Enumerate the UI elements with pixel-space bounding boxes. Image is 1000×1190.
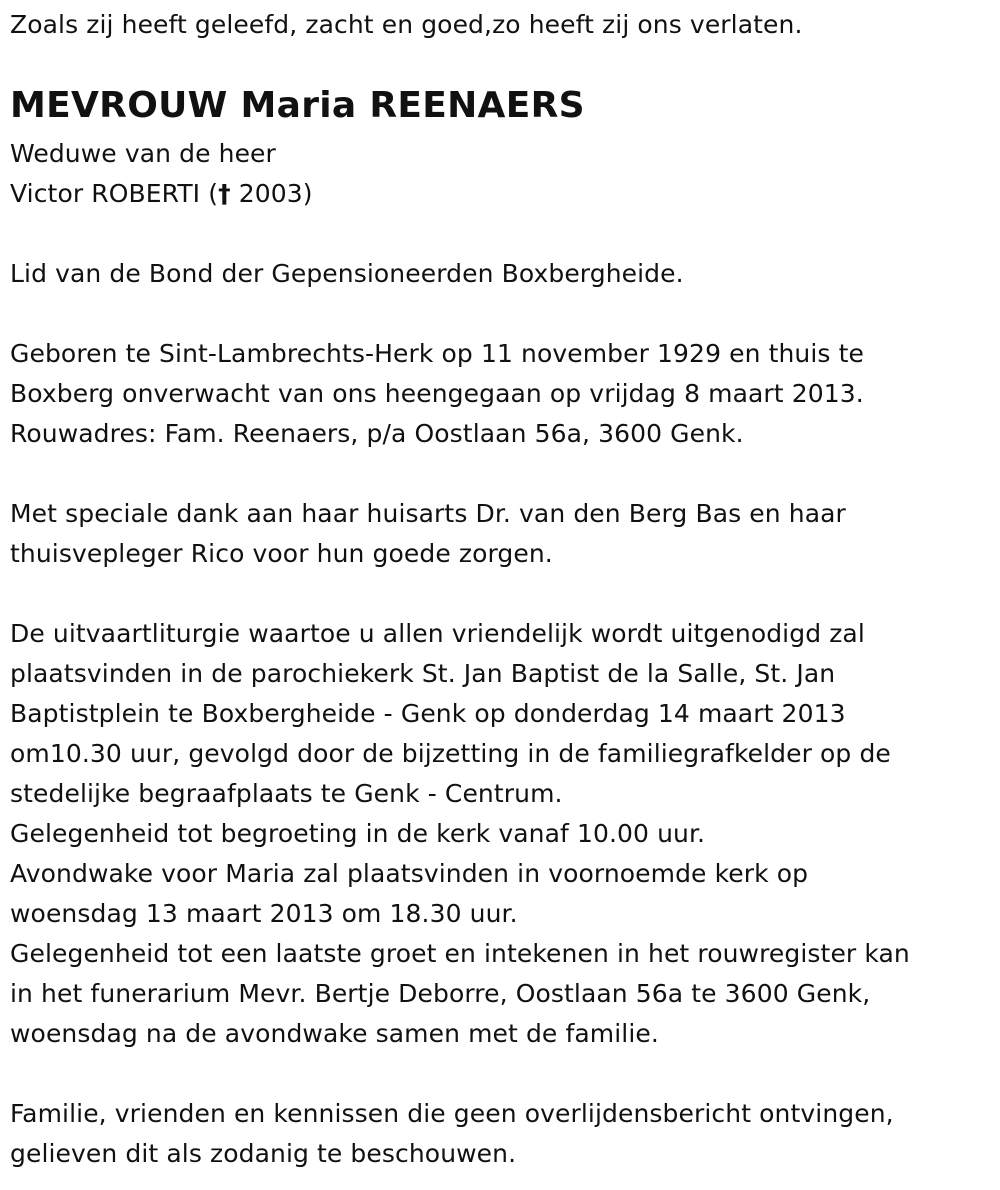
- paragraph-line: om10.30 uur, gevolgd door de bijzetting in de familiegrafkelder op de: [10, 739, 891, 768]
- paragraph-line: Met speciale dank aan haar huisarts Dr. van den Berg Bas en haar: [10, 499, 846, 528]
- paragraph-line: Gelegenheid tot begroeting in de kerk vanaf 10.00 uur.: [10, 819, 706, 848]
- closing-section: [10, 1094, 894, 1174]
- mourning-address: Rouwadres: Fam. Reenaers, p/a Oostlaan 56a, 3600 Genk.: [10, 419, 744, 448]
- membership-line: Lid van de Bond der Gepensioneerden Boxbergheide.: [10, 259, 684, 288]
- paragraph-line: thuisvepleger Rico voor hun goede zorgen.: [10, 539, 553, 568]
- service-section: [10, 614, 910, 1054]
- paragraph-line: Familie, vrienden en kennissen die geen overlijdensbericht ontvingen,: [10, 1099, 894, 1128]
- paragraph-line: in het funerarium Mevr. Bertje Deborre, Oostlaan 56a te 3600 Genk,: [10, 979, 871, 1008]
- paragraph-line: gelieven dit als zodanig te beschouwen.: [10, 1139, 517, 1168]
- paragraph-line: Geboren te Sint-Lambrechts-Herk op 11 november 1929 en thuis te: [10, 339, 864, 368]
- paragraph-line: woensdag na de avondwake samen met de familie.: [10, 1019, 659, 1048]
- spouse-death-year: 2003): [238, 179, 313, 208]
- membership-section: [10, 254, 684, 294]
- paragraph-line: Baptistplein te Boxbergheide - Genk op donderdag 14 maart 2013: [10, 699, 846, 728]
- paragraph-line: De uitvaartliturgie waartoe u allen vriendelijk wordt uitgenodigd zal: [10, 619, 865, 648]
- spouse-line-2: [10, 174, 313, 214]
- deceased-name: MEVROUW Maria REENAERS: [10, 85, 585, 126]
- birth-death-section: [10, 334, 864, 454]
- spouse-name: Victor ROBERTI (: [10, 179, 219, 208]
- paragraph-line: Gelegenheid tot een laatste groet en intekenen in het rouwregister kan: [10, 939, 910, 968]
- paragraph-line: plaatsvinden in de parochiekerk St. Jan Baptist de la Salle, St. Jan: [10, 659, 836, 688]
- paragraph-line: Boxberg onverwacht van ons heengegaan op vrijdag 8 maart 2013.: [10, 379, 864, 408]
- thanks-section: [10, 494, 846, 574]
- motto: Zoals zij heeft geleefd, zacht en goed,zo heeft zij ons verlaten.: [10, 10, 803, 39]
- cross-icon: †: [218, 179, 231, 208]
- paragraph-line: Avondwake voor Maria zal plaatsvinden in voornoemde kerk op: [10, 859, 809, 888]
- paragraph-line: stedelijke begraafplaats te Genk - Centrum.: [10, 779, 563, 808]
- spouse-section: [10, 134, 313, 214]
- spouse-line-1: Weduwe van de heer: [10, 139, 276, 168]
- paragraph-line: woensdag 13 maart 2013 om 18.30 uur.: [10, 899, 518, 928]
